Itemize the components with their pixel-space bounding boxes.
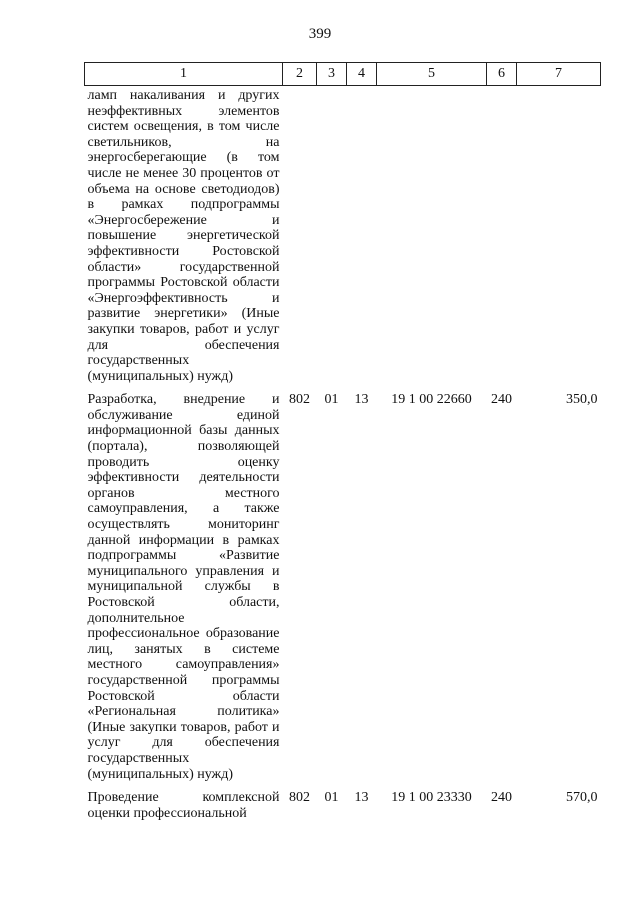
cell-amount: [517, 86, 601, 385]
column-header: 5: [377, 63, 487, 86]
cell-expense-type: [487, 86, 517, 385]
cell-section: 01: [324, 790, 339, 806]
cell-ministry-code: 802: [289, 790, 310, 806]
cell-target-article: 19 1 00 22660: [391, 392, 472, 408]
row-description: Проведение комплексной оценки профессиональной: [87, 790, 280, 821]
row-description: ламп накаливания и других неэффективных элементов систем освещения, в том числе светильников, на энергосберегающие (в том числе не менее 30 процентов от объема на основе светодиодов) в рамках подпрограммы «Энергосбережение и повышение энергетической эффективности Ростовской области» государственной программы Ростовской области «Энергоэффективность и развитие энергетики» (Иные закупки товаров, работ и услуг для обеспечения государственных (муниципальных) нужд): [87, 88, 280, 384]
column-header: 3: [317, 63, 347, 86]
cell-ministry-code: 802: [289, 392, 310, 408]
cell-target-article: [377, 86, 487, 385]
table-header-row: [85, 63, 601, 86]
cell-target-article: 19 1 00 23330: [391, 790, 472, 806]
table-row: [85, 86, 601, 385]
cell-subsection: [347, 86, 377, 385]
column-header: 1: [85, 63, 283, 86]
row-description: Разработка, внедрение и обслуживание единой информационной базы данных (портала), позволяющей проводить оценку эффективности деятельности органов местного самоуправления, а также осуществлять мониторинг данной информации в рамках подпрограммы «Развитие муниципального управления и муниципальной службы в Ростовской области, дополнительное профессиональное образование лиц, занятых в системе местного самоуправления» государственной программы Ростовской области «Региональная политика» (Иные закупки товаров, работ и услуг для обеспечения государственных (муниципальных) нужд): [87, 392, 280, 782]
column-header: 6: [487, 63, 517, 86]
column-header: 4: [347, 63, 377, 86]
table-row: [85, 782, 601, 821]
cell-subsection: 13: [354, 392, 369, 408]
cell-subsection: 13: [354, 790, 369, 806]
cell-expense-type: 240: [491, 790, 512, 806]
cell-amount: 570,0: [566, 790, 598, 806]
cell-section: 01: [324, 392, 339, 408]
column-header: 2: [283, 63, 317, 86]
cell-expense-type: 240: [491, 392, 512, 408]
cell-amount: 350,0: [566, 392, 598, 408]
page-number: 399: [308, 26, 332, 42]
cell-section: [317, 86, 347, 385]
column-header: 7: [517, 63, 601, 86]
cell-ministry-code: [283, 86, 317, 385]
table-row: [85, 384, 601, 782]
budget-table: [84, 62, 601, 821]
